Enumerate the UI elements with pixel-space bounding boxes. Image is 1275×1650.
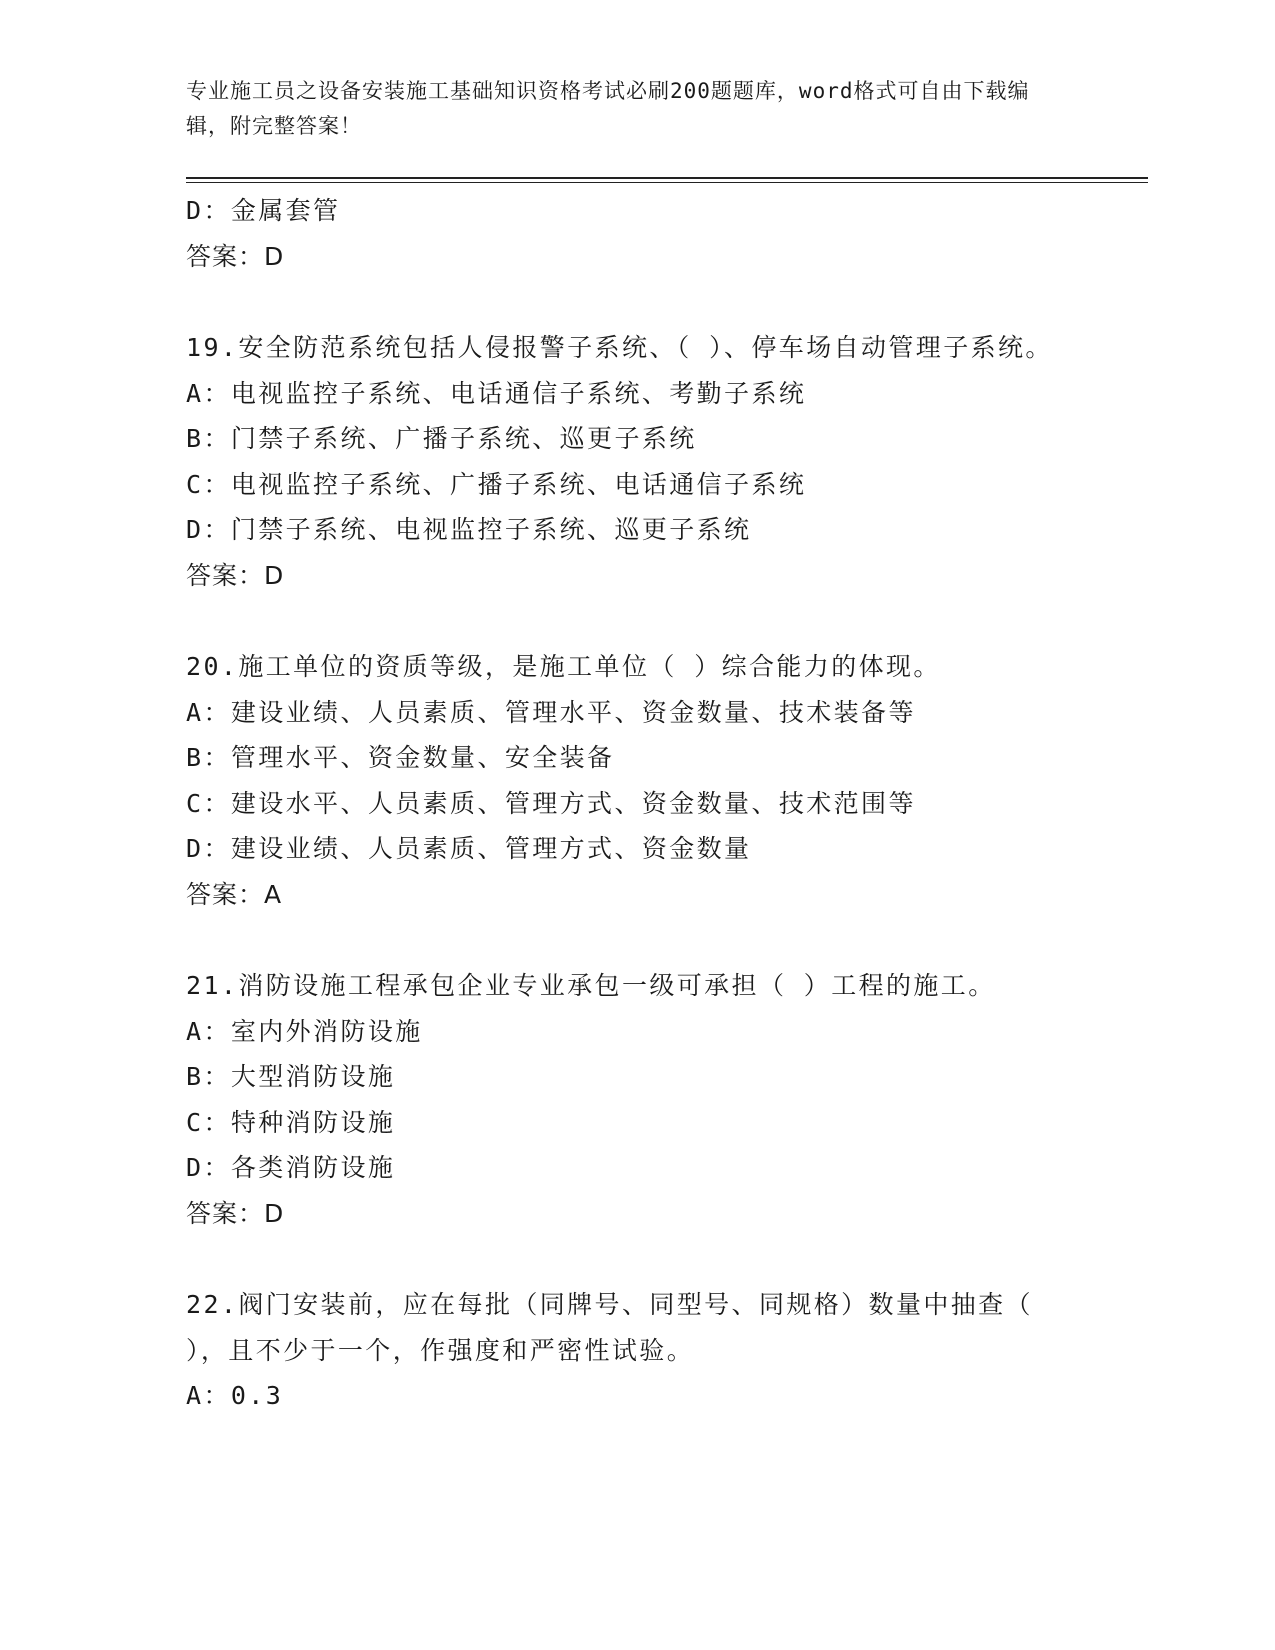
answer-line: 答案：D — [186, 241, 285, 271]
header-title: 专业施工员之设备安装施工基础知识资格考试必刷200题题库，word格式可自由下载编辑，附完整答案！ — [186, 79, 1030, 138]
answer-line: 答案：D — [186, 1198, 285, 1228]
question-22 — [186, 1282, 1086, 1419]
option-a: A：建设业绩、人员素质、管理水平、资金数量、技术装备等 — [186, 697, 916, 727]
option-d: D：金属套管 — [186, 196, 341, 225]
question-stem: 19.安全防范系统包括人侵报警子系统、（ ）、停车场自动管理子系统。 — [186, 333, 1053, 362]
option-b: B：大型消防设施 — [186, 1062, 396, 1091]
question-19 — [186, 325, 1086, 598]
option-c: C：电视监控子系统、广播子系统、电话通信子系统 — [186, 469, 807, 499]
question-stem: 21.消防设施工程承包企业专业承包一级可承担（ ）工程的施工。 — [186, 971, 996, 1000]
option-a: A：室内外消防设施 — [186, 1016, 423, 1046]
option-b: B：管理水平、资金数量、安全装备 — [186, 743, 615, 772]
previous-question-tail — [186, 188, 1086, 279]
option-d: D：门禁子系统、电视监控子系统、巡更子系统 — [186, 515, 752, 544]
option-c: C：特种消防设施 — [186, 1107, 396, 1137]
option-d: D：建设业绩、人员素质、管理方式、资金数量 — [186, 834, 752, 863]
document-header — [186, 74, 1066, 144]
question-content — [186, 188, 1086, 1419]
option-a: A：电视监控子系统、电话通信子系统、考勤子系统 — [186, 378, 807, 408]
option-a: A：0.3 — [186, 1381, 284, 1410]
header-divider-bottom — [186, 182, 1148, 183]
answer-line: 答案：D — [186, 560, 285, 590]
question-stem: 22.阀门安装前，应在每批（同牌号、同型号、同规格）数量中抽查（ ），且不少于一个，作强度和严密性试验。 — [186, 1290, 1051, 1365]
option-b: B：门禁子系统、广播子系统、巡更子系统 — [186, 424, 697, 453]
option-c: C：建设水平、人员素质、管理方式、资金数量、技术范围等 — [186, 788, 916, 818]
question-stem: 20.施工单位的资质等级，是施工单位（ ）综合能力的体现。 — [186, 652, 941, 681]
option-d: D：各类消防设施 — [186, 1153, 396, 1182]
question-20 — [186, 644, 1086, 917]
answer-line: 答案：A — [186, 879, 283, 909]
header-divider-top — [186, 177, 1148, 179]
question-21 — [186, 963, 1086, 1236]
